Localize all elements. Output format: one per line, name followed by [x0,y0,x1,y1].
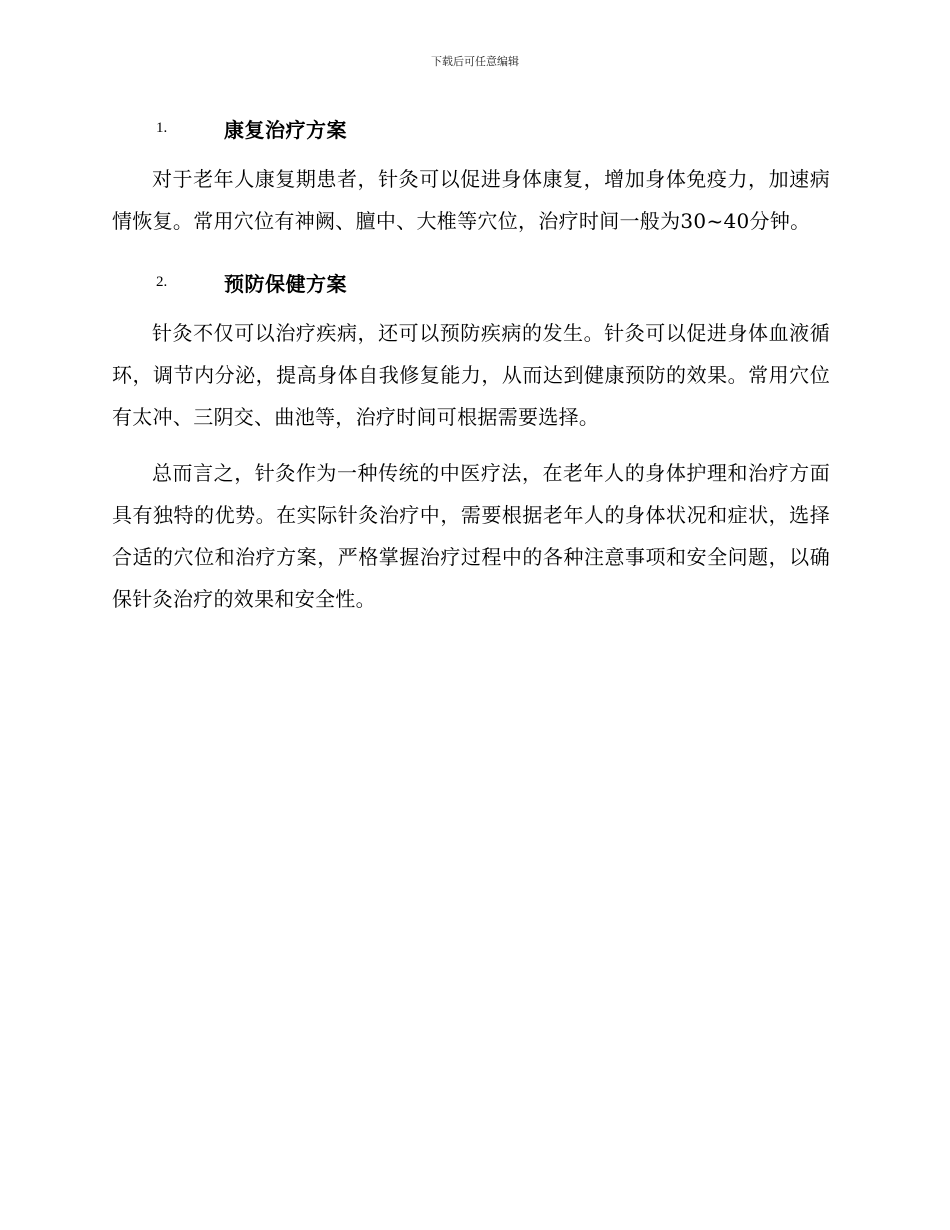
section-number: 2. [156,273,168,290]
section-number: 1. [156,119,168,136]
section-paragraph-prevention: 针灸不仅可以治疗疾病，还可以预防疾病的发生。针灸可以促进身体血液循环，调节内分泌，提高身体自我修复能力，从而达到健康预防的效果。常用穴位有太冲、三阴交、曲池等，治疗时间可根据需要选择。 [112,321,830,429]
section-paragraph-rehabilitation: 对于老年人康复期患者，针灸可以促进身体康复，增加身体免疫力，加速病情恢复。常用穴位有神阙、膻中、大椎等穴位，治疗时间一般为30~40分钟。 [112,167,830,233]
conclusion-paragraph: 总而言之，针灸作为一种传统的中医疗法，在老年人的身体护理和治疗方面具有独特的优势。在实际针灸治疗中，需要根据老年人的身体状况和症状，选择合适的穴位和治疗方案，严格掌握治疗过程中的各种注意事项和安全问题，以确保针灸治疗的效果和安全性。 [112,461,830,611]
section-heading-rehabilitation [112,108,830,148]
section-heading-prevention [112,262,830,302]
page-header: 下载后可任意编辑 [431,55,519,68]
section-title: 预防保健方案 [224,271,347,296]
section-title: 康复治疗方案 [224,117,347,142]
document-body [112,108,830,620]
